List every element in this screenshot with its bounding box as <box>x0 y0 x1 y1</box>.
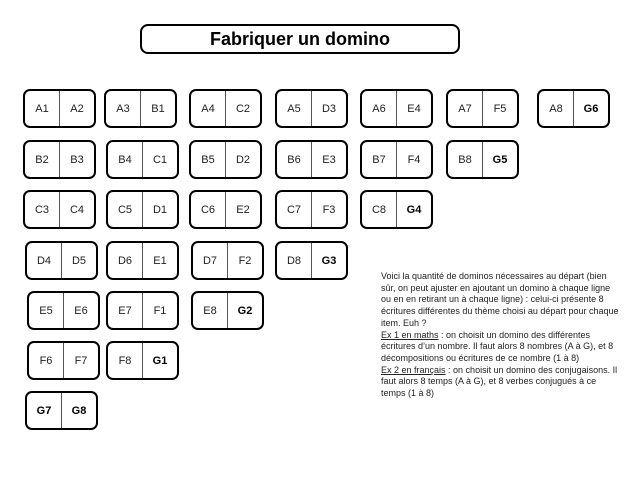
domino-left-label: D6 <box>108 243 143 278</box>
domino-d8-g3 <box>275 241 348 280</box>
domino-f6-f7 <box>27 341 100 380</box>
example-2-label: Ex 2 en français <box>381 364 446 375</box>
domino-right-label: F7 <box>74 354 88 367</box>
example-2 <box>381 365 619 400</box>
domino-right-label: D2 <box>235 153 251 166</box>
domino-b8-g5 <box>446 140 519 179</box>
domino-right-label: C1 <box>152 153 168 166</box>
domino-left-label: B4 <box>108 142 143 177</box>
domino-left-label: C7 <box>277 192 312 227</box>
page-title: Fabriquer un domino <box>140 24 460 54</box>
domino-right-label: C4 <box>69 203 85 216</box>
example-2-text: : on choisit un domino des conjugaisons. Il faut alors 8 temps (A à G), et 8 verbes conjugués à ce temps (1 à 8) <box>381 364 618 399</box>
domino-c8-g4 <box>360 190 433 229</box>
domino-right-label: D1 <box>152 203 168 216</box>
domino-left-label: A5 <box>277 91 312 126</box>
domino-b5-d2 <box>189 140 262 179</box>
domino-d4-d5 <box>25 241 98 280</box>
domino-left-label: D7 <box>193 243 228 278</box>
example-1-label: Ex 1 en maths <box>381 329 439 340</box>
domino-g7-g8 <box>25 391 98 430</box>
domino-left-label: A8 <box>539 91 574 126</box>
domino-right-label: G5 <box>492 153 508 166</box>
domino-a8-g6 <box>537 89 610 128</box>
domino-left-label: D8 <box>277 243 312 278</box>
domino-left-label: E8 <box>193 293 228 328</box>
domino-right-label: E3 <box>322 153 336 166</box>
domino-right-label: E1 <box>153 254 167 267</box>
domino-b6-e3 <box>275 140 348 179</box>
domino-left-label: E5 <box>29 293 64 328</box>
domino-left-label: B2 <box>25 142 60 177</box>
domino-right-label: G3 <box>321 254 337 267</box>
domino-c3-c4 <box>23 190 96 229</box>
domino-right-label: F4 <box>407 153 421 166</box>
domino-left-label: F8 <box>108 343 143 378</box>
intro-paragraph: Voici la quantité de dominos nécessaires au départ (bien sûr, on peut ajuster en ajoutant un domino à chaque ligne ou en en retirant un à chaque ligne) : celui-ci présente 8 écritures différentes du thème choisi au départ pour chaque item. Euh ? <box>381 271 619 328</box>
domino-c6-e2 <box>189 190 262 229</box>
domino-right-label: F3 <box>322 203 336 216</box>
domino-right-label: A2 <box>70 102 84 115</box>
domino-right-label: B3 <box>70 153 84 166</box>
domino-left-label: F6 <box>29 343 64 378</box>
domino-left-label: A1 <box>25 91 60 126</box>
domino-left-label: D4 <box>27 243 62 278</box>
example-1 <box>381 330 619 365</box>
domino-right-label: D5 <box>71 254 87 267</box>
domino-right-label: F5 <box>493 102 507 115</box>
domino-d7-f2 <box>191 241 264 280</box>
domino-left-label: E7 <box>108 293 143 328</box>
domino-right-label: G2 <box>237 304 253 317</box>
domino-right-label: F1 <box>153 304 167 317</box>
domino-right-label: D3 <box>321 102 337 115</box>
domino-e5-e6 <box>27 291 100 330</box>
domino-right-label: B1 <box>151 102 165 115</box>
domino-left-label: B7 <box>362 142 397 177</box>
domino-left-label: G7 <box>27 393 62 428</box>
domino-right-label: G6 <box>583 102 599 115</box>
domino-left-label: A4 <box>191 91 226 126</box>
domino-b2-b3 <box>23 140 96 179</box>
domino-f8-g1 <box>106 341 179 380</box>
domino-left-label: C6 <box>191 192 226 227</box>
domino-left-label: B8 <box>448 142 483 177</box>
domino-b7-f4 <box>360 140 433 179</box>
domino-a1-a2 <box>23 89 96 128</box>
domino-a7-f5 <box>446 89 519 128</box>
domino-left-label: B6 <box>277 142 312 177</box>
domino-c5-d1 <box>106 190 179 229</box>
domino-a3-b1 <box>104 89 177 128</box>
domino-right-label: G1 <box>152 354 168 367</box>
domino-d6-e1 <box>106 241 179 280</box>
domino-a6-e4 <box>360 89 433 128</box>
domino-right-label: G8 <box>71 404 87 417</box>
domino-left-label: A7 <box>448 91 483 126</box>
domino-right-label: E6 <box>74 304 88 317</box>
domino-left-label: C3 <box>25 192 60 227</box>
domino-e7-f1 <box>106 291 179 330</box>
example-1-text: : on choisit un domino des différentes écritures d’un nombre. Il faut alors 8 nombres (A à G), et 8 décompositions ou écritures de ce nombre (1 à 8) <box>381 329 614 363</box>
domino-right-label: G4 <box>406 203 422 216</box>
domino-a4-c2 <box>189 89 262 128</box>
domino-left-label: A6 <box>362 91 397 126</box>
domino-right-label: C2 <box>235 102 251 115</box>
domino-left-label: A3 <box>106 91 141 126</box>
domino-b4-c1 <box>106 140 179 179</box>
domino-left-label: C8 <box>362 192 397 227</box>
domino-right-label: E2 <box>236 203 250 216</box>
domino-c7-f3 <box>275 190 348 229</box>
domino-e8-g2 <box>191 291 264 330</box>
domino-a5-d3 <box>275 89 348 128</box>
domino-right-label: F2 <box>238 254 252 267</box>
domino-left-label: C5 <box>108 192 143 227</box>
domino-right-label: E4 <box>407 102 421 115</box>
explanation-text <box>381 271 619 400</box>
domino-left-label: B5 <box>191 142 226 177</box>
